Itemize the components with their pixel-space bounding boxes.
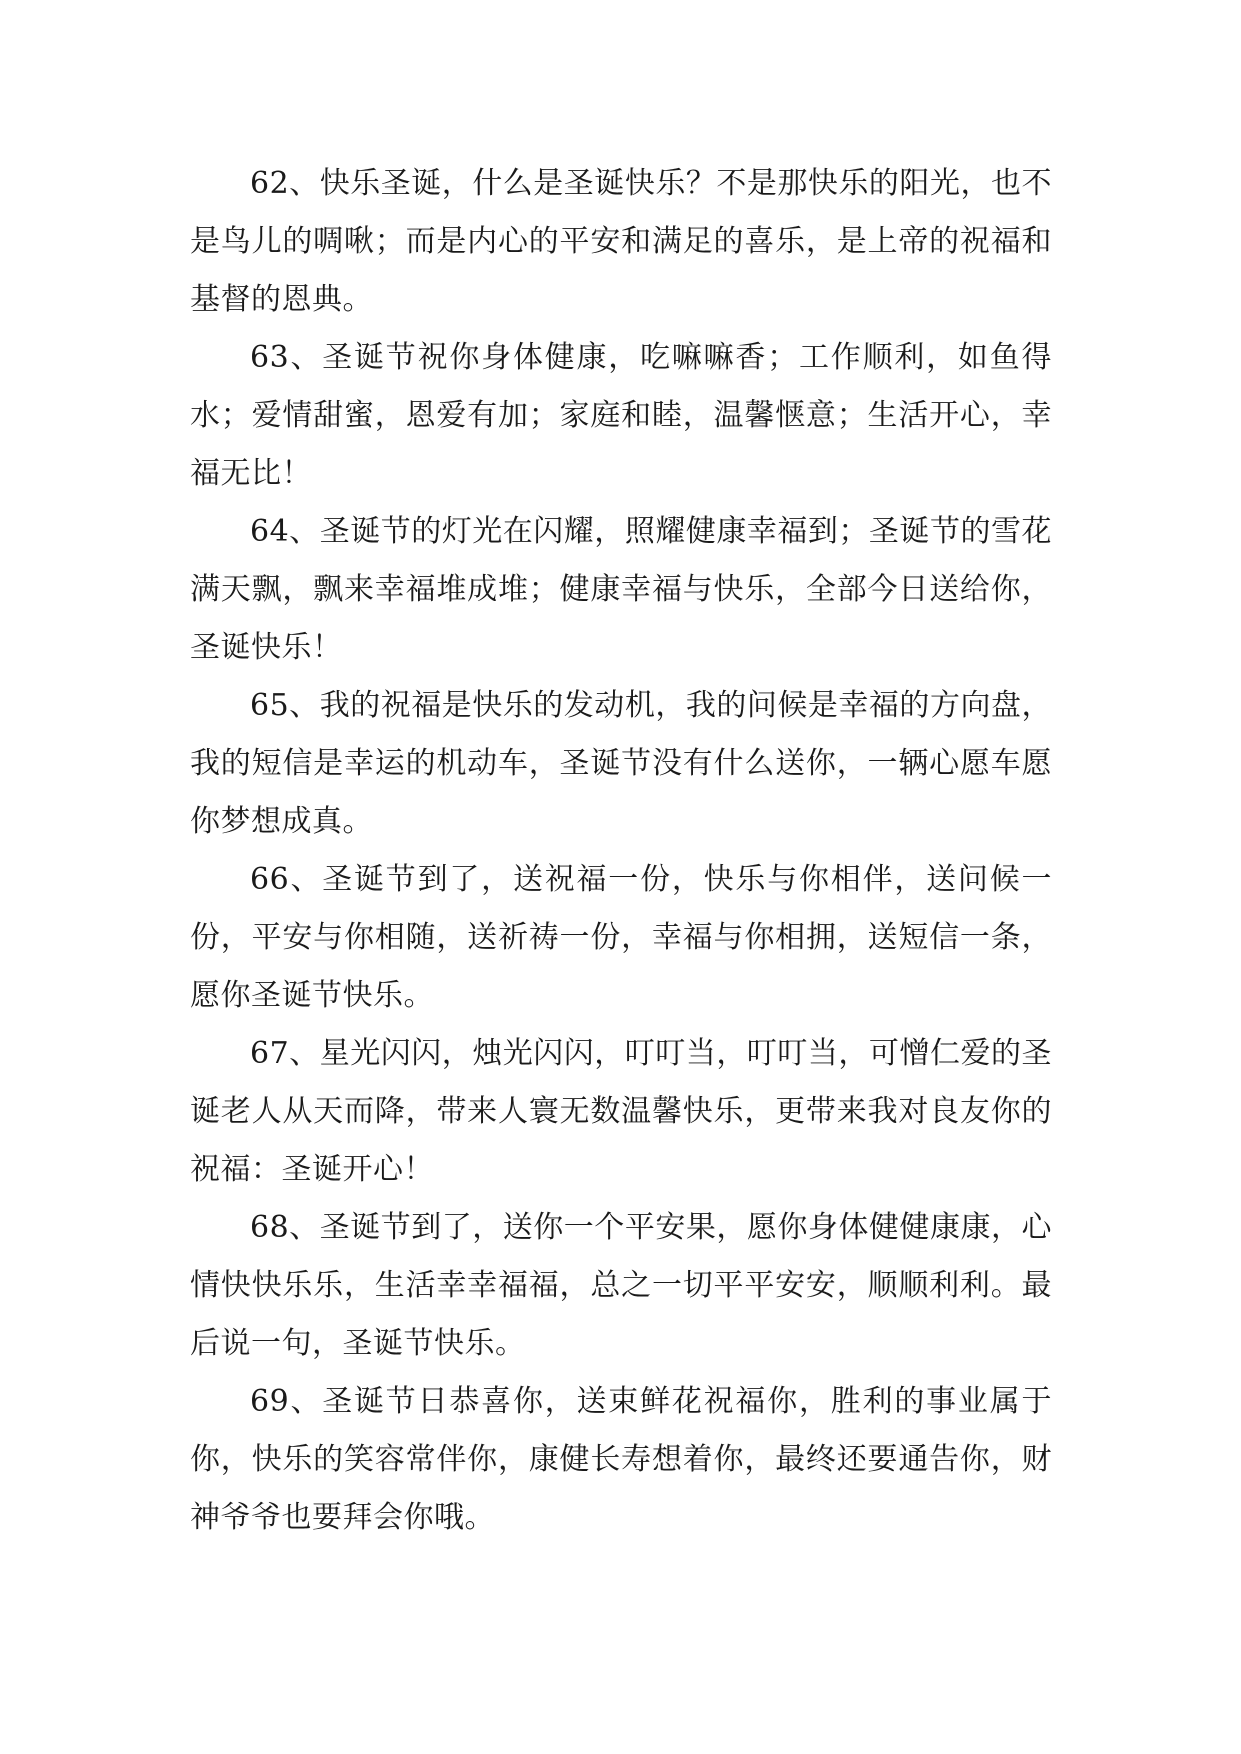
document-body [190,155,1052,1547]
paragraph-62: 62、快乐圣诞，什么是圣诞快乐？不是那快乐的阳光，也不是鸟儿的啁啾；而是内心的平安和满足的喜乐，是上帝的祝福和基督的恩典。 [190,166,1052,317]
paragraph-66: 66、圣诞节到了，送祝福一份，快乐与你相伴，送问候一份，平安与你相随，送祈祷一份，幸福与你相拥，送短信一条，愿你圣诞节快乐。 [190,862,1052,1013]
paragraph-63: 63、圣诞节祝你身体健康，吃嘛嘛香；工作顺利，如鱼得水；爱情甜蜜，恩爱有加；家庭和睦，温馨惬意；生活开心，幸福无比！ [190,340,1052,491]
paragraph-64: 64、圣诞节的灯光在闪耀，照耀健康幸福到；圣诞节的雪花满天飘，飘来幸福堆成堆；健康幸福与快乐，全部今日送给你，圣诞快乐！ [190,514,1052,665]
paragraph-69: 69、圣诞节日恭喜你，送束鲜花祝福你，胜利的事业属于你，快乐的笑容常伴你，康健长寿想着你，最终还要通告你，财神爷爷也要拜会你哦。 [190,1384,1052,1535]
paragraph-68: 68、圣诞节到了，送你一个平安果，愿你身体健健康康，心情快快乐乐，生活幸幸福福，总之一切平平安安，顺顺利利。最后说一句，圣诞节快乐。 [190,1210,1052,1361]
paragraph-67: 67、星光闪闪，烛光闪闪，叮叮当，叮叮当，可憎仁爱的圣诞老人从天而降，带来人寰无数温馨快乐，更带来我对良友你的祝福：圣诞开心！ [190,1036,1052,1187]
paragraph-65: 65、我的祝福是快乐的发动机，我的问候是幸福的方向盘，我的短信是幸运的机动车，圣诞节没有什么送你，一辆心愿车愿你梦想成真。 [190,688,1052,839]
